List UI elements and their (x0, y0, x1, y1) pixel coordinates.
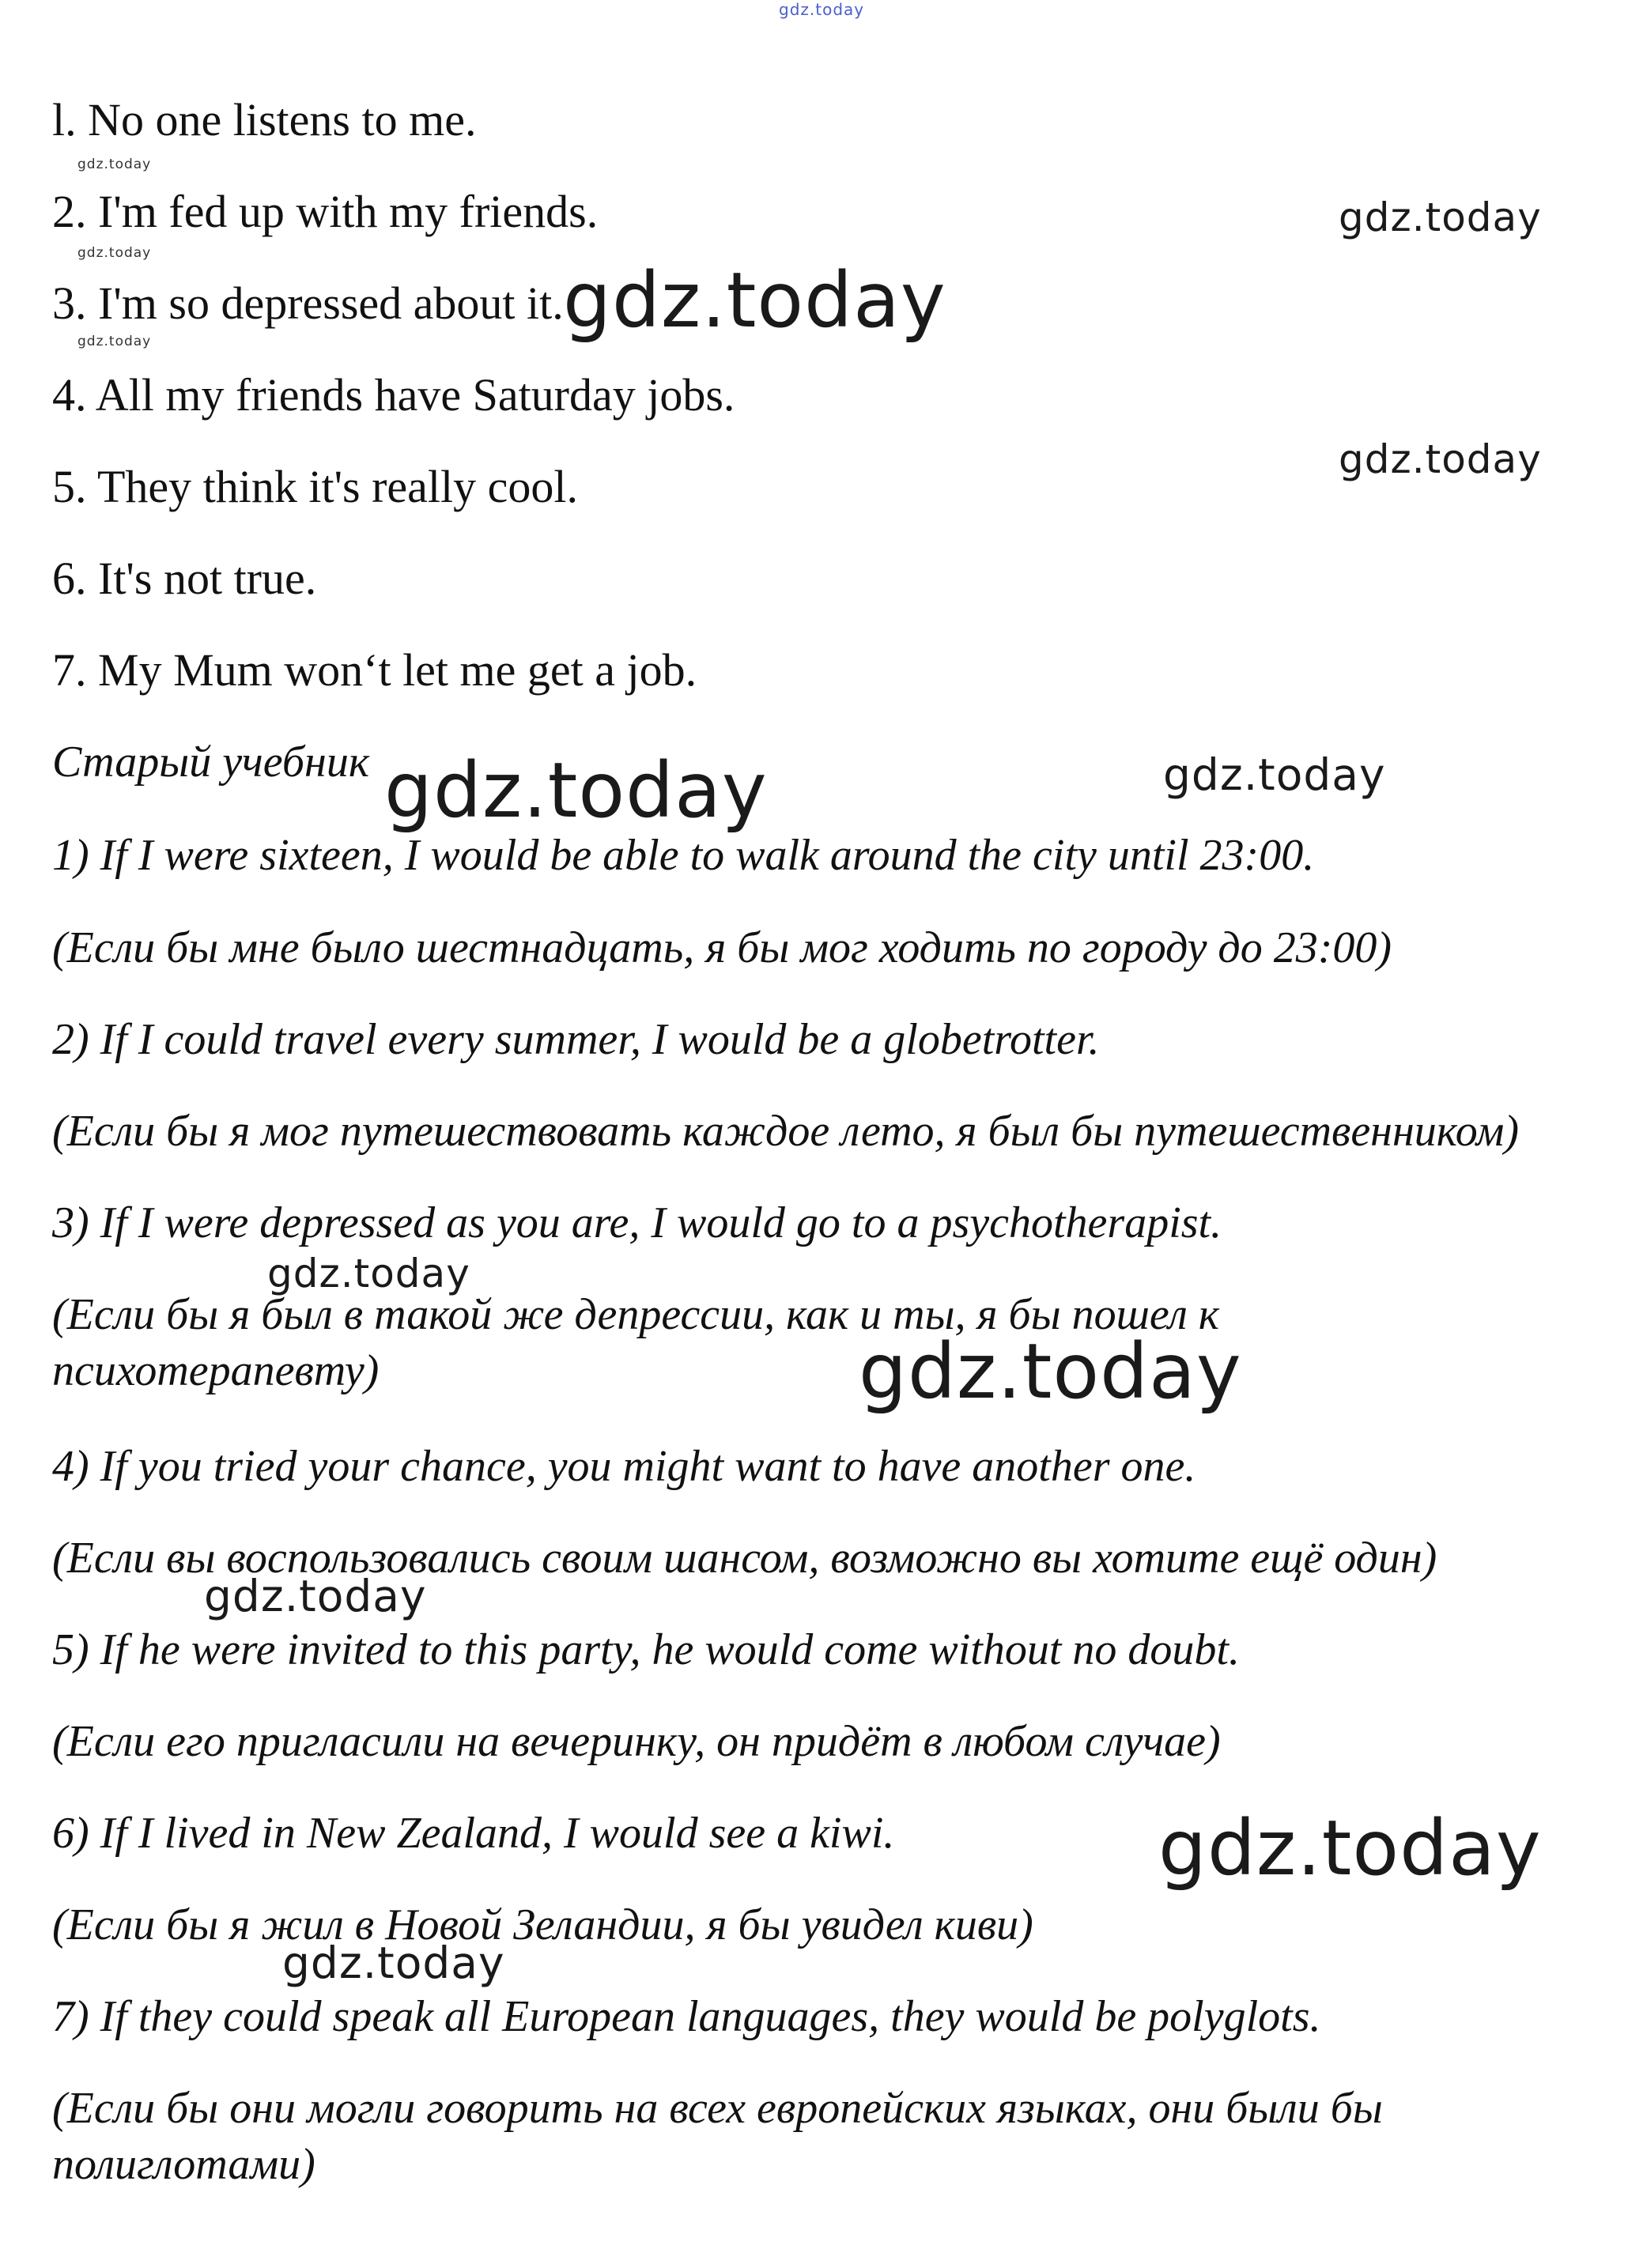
watermark: gdz.today (77, 334, 152, 349)
watermark: gdz.today (204, 1571, 427, 1621)
sentence-6: 6. It's not true. (52, 553, 317, 604)
watermark: gdz.today (77, 157, 152, 172)
translation-line: (Если бы я был в такой же депрессии, как и ты, я бы пошел к (52, 1290, 1219, 1339)
sentence-7: 7. My Mum won‘t let me get a job. (52, 644, 697, 696)
sentence-5: 5. They think it's really cool. (52, 461, 578, 512)
watermark: gdz.today (384, 746, 768, 835)
watermark: gdz.today (859, 1327, 1242, 1416)
section-heading: Старый учебник (52, 738, 370, 787)
answer-line: 5) If he were invited to this party, he would come without no doubt. (52, 1625, 1240, 1674)
watermark: gdz.today (282, 1938, 505, 1988)
watermark: gdz.today (779, 0, 865, 19)
watermark: gdz.today (563, 256, 946, 345)
watermark: gdz.today (1339, 194, 1542, 240)
answer-line: 2) If I could travel every summer, I would be a globetrotter. (52, 1015, 1100, 1064)
watermark: gdz.today (1339, 436, 1542, 482)
watermark: gdz.today (267, 1251, 470, 1296)
watermark: gdz.today (1158, 1804, 1542, 1893)
watermark: gdz.today (77, 245, 152, 261)
sentence-2: 2. I'm fed up with my friends. (52, 186, 599, 237)
answer-line: 7) If they could speak all European languages, they would be polyglots. (52, 1992, 1321, 2041)
translation-line: полиглотами) (52, 2140, 315, 2189)
watermark: gdz.today (1163, 749, 1386, 800)
sentence-3: 3. I'm so depressed about it. (52, 277, 564, 329)
sentence-1: l. No one listens to me. (52, 94, 477, 145)
translation-line: психотерапевту) (52, 1346, 380, 1395)
answer-line: 3) If I were depressed as you are, I would go to a psychotherapist. (52, 1198, 1222, 1247)
translation-line: (Если бы я мог путешествовать каждое лето, я был бы путешественником) (52, 1107, 1520, 1156)
answer-line: 6) If I lived in New Zealand, I would see a kiwi. (52, 1809, 895, 1858)
translation-line: (Если вы воспользовались своим шансом, возможно вы хотите ещё один) (52, 1534, 1437, 1583)
translation-line: (Если его пригласили на вечеринку, он придёт в любом случае) (52, 1717, 1221, 1766)
translation-line: (Если бы мне было шестнадцать, я бы мог ходить по городу до 23:00) (52, 923, 1392, 972)
answer-line: 4) If you tried your chance, you might want to have another one. (52, 1442, 1196, 1491)
answer-line: 1) If I were sixteen, I would be able to walk around the city until 23:00. (52, 831, 1315, 880)
translation-line: (Если бы я жил в Новой Зеландии, я бы увидел киви) (52, 1900, 1033, 1949)
sentence-4: 4. All my friends have Saturday jobs. (52, 369, 735, 421)
translation-line: (Если бы они могли говорить на всех европейских языках, они были бы (52, 2084, 1383, 2133)
